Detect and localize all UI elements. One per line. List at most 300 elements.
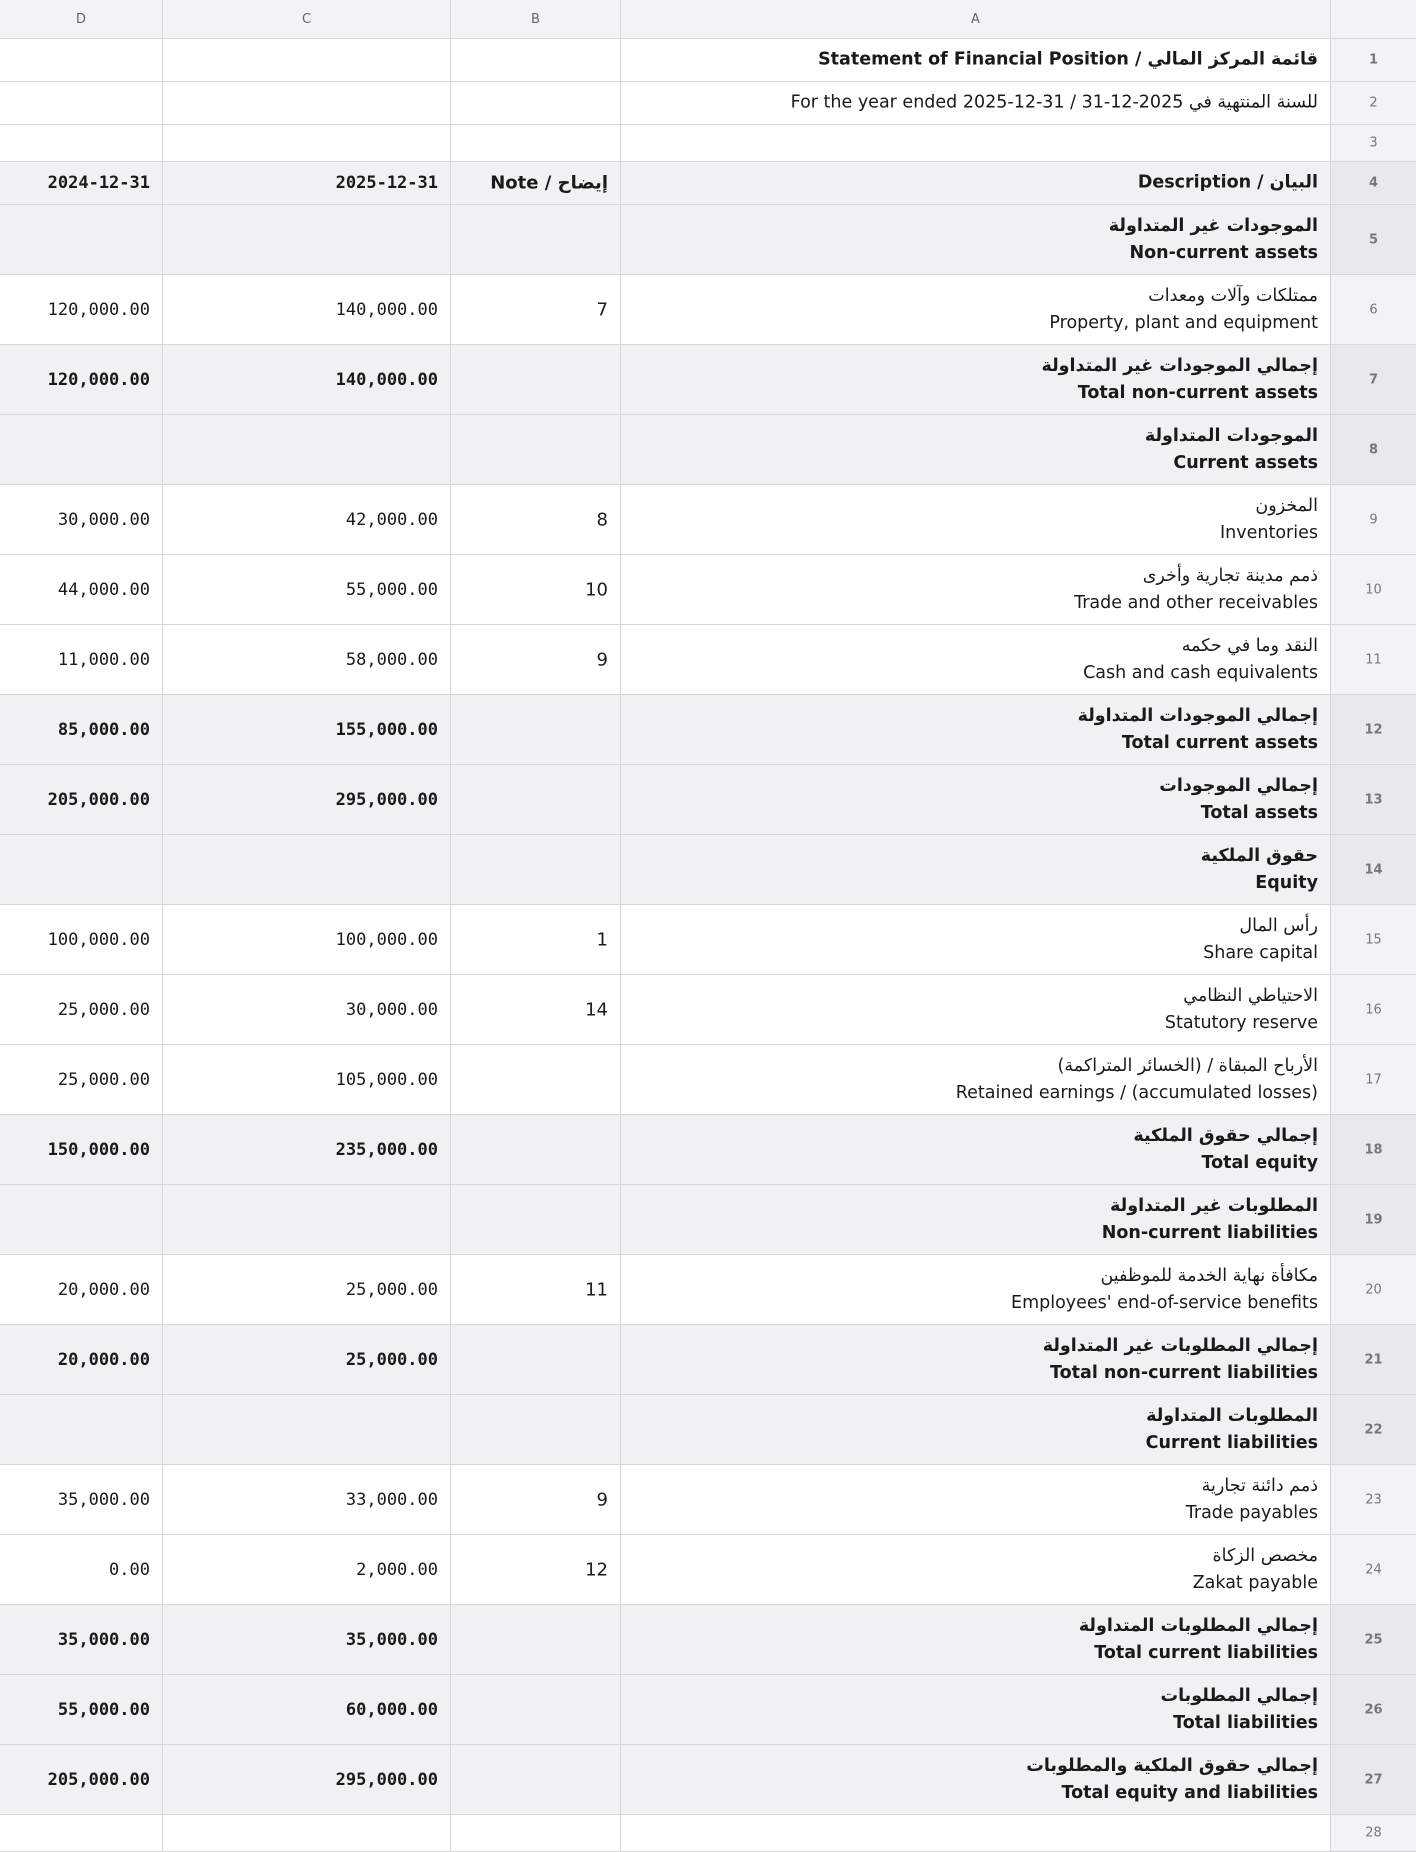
row-number-label: 4 bbox=[1368, 175, 1379, 191]
label-english: Total non-current assets bbox=[1077, 382, 1318, 403]
sheet-row bbox=[0, 1325, 1416, 1395]
sheet-row bbox=[0, 39, 1416, 82]
label-arabic: الاحتياطي النظامي bbox=[1183, 985, 1318, 1006]
sheet-row bbox=[0, 162, 1416, 205]
sheet-row bbox=[0, 1045, 1416, 1115]
label-arabic: المخزون bbox=[1255, 495, 1318, 516]
row-number[interactable] bbox=[1331, 765, 1416, 834]
value-prior: 20,000.00 bbox=[57, 1279, 150, 1300]
value-current: 33,000.00 bbox=[345, 1489, 438, 1510]
label-english: Total current liabilities bbox=[1094, 1642, 1318, 1663]
sheet-row bbox=[0, 82, 1416, 125]
row-number[interactable] bbox=[1331, 1045, 1416, 1114]
value-prior: 205,000.00 bbox=[47, 789, 150, 810]
sheet-row bbox=[0, 625, 1416, 695]
cell-a[interactable] bbox=[621, 1185, 1331, 1254]
cell-c[interactable] bbox=[163, 82, 451, 124]
label-arabic: إجمالي الموجودات المتداولة bbox=[1077, 705, 1318, 726]
sheet-row bbox=[0, 1745, 1416, 1815]
row-number[interactable] bbox=[1331, 485, 1416, 554]
label-english: Total equity bbox=[1201, 1152, 1318, 1173]
cell-b[interactable] bbox=[451, 415, 621, 484]
row-number-label: 14 bbox=[1364, 862, 1383, 877]
sheet-row bbox=[0, 1815, 1416, 1852]
line-item-label bbox=[1049, 283, 1318, 337]
row-number[interactable] bbox=[1331, 275, 1416, 344]
cell-d[interactable] bbox=[0, 625, 163, 694]
line-item-label bbox=[1165, 983, 1318, 1037]
cell-d[interactable] bbox=[0, 1535, 163, 1604]
cell-c[interactable] bbox=[163, 1535, 451, 1604]
value-current: 42,000.00 bbox=[345, 509, 438, 530]
cell-c[interactable] bbox=[163, 1115, 451, 1184]
row-number-label: 11 bbox=[1365, 652, 1382, 667]
cell-b[interactable] bbox=[451, 1045, 621, 1114]
cell-a[interactable] bbox=[621, 625, 1331, 694]
line-item-label bbox=[1074, 563, 1318, 617]
value-current: 295,000.00 bbox=[335, 789, 438, 810]
cell-b[interactable] bbox=[451, 1465, 621, 1534]
cell-b[interactable] bbox=[451, 345, 621, 414]
value-prior: 100,000.00 bbox=[47, 929, 150, 950]
line-item-label bbox=[956, 1053, 1318, 1107]
cell-a[interactable] bbox=[621, 82, 1331, 124]
cell-d[interactable] bbox=[0, 125, 163, 161]
cell-b[interactable] bbox=[451, 975, 621, 1044]
row-number-label: 12 bbox=[1364, 722, 1383, 737]
label-english: Property, plant and equipment bbox=[1049, 312, 1318, 333]
label-english: Total current assets bbox=[1121, 732, 1318, 753]
row-number[interactable] bbox=[1331, 415, 1416, 484]
sheet-row bbox=[0, 555, 1416, 625]
cell-d[interactable] bbox=[0, 1325, 163, 1394]
row-number[interactable] bbox=[1331, 835, 1416, 904]
cell-c[interactable] bbox=[163, 835, 451, 904]
cell-b[interactable] bbox=[451, 835, 621, 904]
label-arabic: إجمالي المطلوبات bbox=[1160, 1685, 1318, 1706]
column-header-d[interactable]: D bbox=[0, 0, 163, 38]
row-number[interactable] bbox=[1331, 625, 1416, 694]
note-ref: 1 bbox=[596, 929, 608, 950]
cell-b[interactable] bbox=[451, 1115, 621, 1184]
label-arabic: إجمالي حقوق الملكية والمطلوبات bbox=[1026, 1755, 1318, 1776]
cell-d[interactable] bbox=[0, 1395, 163, 1464]
sheet-row bbox=[0, 835, 1416, 905]
cell-d[interactable] bbox=[0, 39, 163, 81]
row-number-label: 3 bbox=[1369, 135, 1378, 151]
section-heading bbox=[1109, 213, 1318, 267]
sheet-row bbox=[0, 1255, 1416, 1325]
cell-b[interactable] bbox=[451, 765, 621, 834]
cell-a[interactable] bbox=[621, 1535, 1331, 1604]
row-number[interactable] bbox=[1331, 1675, 1416, 1744]
value-current: 105,000.00 bbox=[335, 1069, 438, 1090]
label-arabic: إجمالي الموجودات bbox=[1159, 775, 1318, 796]
label-arabic: الموجودات المتداولة bbox=[1144, 425, 1318, 446]
cell-c[interactable] bbox=[163, 39, 451, 81]
label-arabic: مخصص الزكاة bbox=[1212, 1545, 1318, 1566]
value-current: 140,000.00 bbox=[335, 369, 438, 390]
cell-d[interactable] bbox=[0, 1605, 163, 1674]
row-number[interactable] bbox=[1331, 1815, 1416, 1851]
label-english: Non-current assets bbox=[1129, 242, 1318, 263]
value-prior: 35,000.00 bbox=[57, 1489, 150, 1510]
total-label bbox=[1133, 1123, 1318, 1177]
sheet-row bbox=[0, 1185, 1416, 1255]
row-number-label: 5 bbox=[1368, 232, 1379, 247]
row-number[interactable] bbox=[1331, 39, 1416, 81]
cell-d[interactable] bbox=[0, 205, 163, 274]
cell-c[interactable] bbox=[163, 1395, 451, 1464]
row-number-label: 2 bbox=[1369, 95, 1378, 111]
value-current: 30,000.00 bbox=[345, 999, 438, 1020]
value-current: 25,000.00 bbox=[345, 1349, 438, 1370]
row-number[interactable] bbox=[1331, 1115, 1416, 1184]
value-current: 235,000.00 bbox=[335, 1139, 438, 1160]
cell-c[interactable] bbox=[163, 625, 451, 694]
row-number-label: 24 bbox=[1365, 1562, 1382, 1577]
sheet-row bbox=[0, 205, 1416, 275]
cell-b[interactable] bbox=[451, 1255, 621, 1324]
cell-d[interactable] bbox=[0, 1255, 163, 1324]
header-note: إيضاح / Note bbox=[490, 172, 608, 194]
cell-c[interactable] bbox=[163, 275, 451, 344]
cell-d[interactable] bbox=[0, 1745, 163, 1814]
value-prior: 55,000.00 bbox=[57, 1699, 150, 1720]
cell-d[interactable] bbox=[0, 1675, 163, 1744]
cell-c[interactable] bbox=[163, 415, 451, 484]
cell-a[interactable] bbox=[621, 162, 1331, 204]
value-prior: 25,000.00 bbox=[57, 1069, 150, 1090]
value-prior: 35,000.00 bbox=[57, 1629, 150, 1650]
row-number[interactable] bbox=[1331, 1535, 1416, 1604]
cell-b[interactable] bbox=[451, 1605, 621, 1674]
row-number[interactable] bbox=[1331, 162, 1416, 204]
note-ref: 10 bbox=[585, 579, 608, 600]
cell-b[interactable] bbox=[451, 1325, 621, 1394]
cell-d[interactable] bbox=[0, 415, 163, 484]
label-arabic: إجمالي حقوق الملكية bbox=[1133, 1125, 1318, 1146]
value-current: 295,000.00 bbox=[335, 1769, 438, 1790]
value-current: 58,000.00 bbox=[345, 649, 438, 670]
row-number[interactable] bbox=[1331, 1255, 1416, 1324]
cell-d[interactable] bbox=[0, 975, 163, 1044]
value-prior: 85,000.00 bbox=[57, 719, 150, 740]
cell-a[interactable] bbox=[621, 905, 1331, 974]
label-english: Total liabilities bbox=[1173, 1712, 1318, 1733]
cell-d[interactable] bbox=[0, 82, 163, 124]
cell-c[interactable] bbox=[163, 205, 451, 274]
row-number[interactable] bbox=[1331, 125, 1416, 161]
label-arabic: النقد وما في حكمه bbox=[1181, 635, 1318, 656]
cell-d[interactable] bbox=[0, 695, 163, 764]
cell-c[interactable] bbox=[163, 1815, 451, 1851]
row-number[interactable] bbox=[1331, 1465, 1416, 1534]
cell-b[interactable] bbox=[451, 205, 621, 274]
cell-a[interactable] bbox=[621, 125, 1331, 161]
cell-c[interactable] bbox=[163, 695, 451, 764]
row-number-label: 27 bbox=[1364, 1772, 1383, 1787]
label-english: Employees' end-of-service benefits bbox=[1011, 1292, 1318, 1313]
cell-a[interactable] bbox=[621, 205, 1331, 274]
sheet-row bbox=[0, 415, 1416, 485]
row-number-label: 8 bbox=[1368, 442, 1379, 457]
statement-title: قائمة المركز المالي / Statement of Financial Position bbox=[818, 49, 1318, 70]
cell-a[interactable] bbox=[621, 1045, 1331, 1114]
cell-b[interactable] bbox=[451, 1185, 621, 1254]
cell-a[interactable] bbox=[621, 415, 1331, 484]
column-header-b[interactable]: B bbox=[451, 0, 621, 38]
row-number-label: 16 bbox=[1365, 1002, 1382, 1017]
sheet-row bbox=[0, 765, 1416, 835]
cell-b[interactable] bbox=[451, 1395, 621, 1464]
label-english: Equity bbox=[1255, 872, 1318, 893]
sheet-row bbox=[0, 125, 1416, 162]
sheet-row bbox=[0, 695, 1416, 765]
line-item-label bbox=[1203, 913, 1318, 967]
value-current: 155,000.00 bbox=[335, 719, 438, 740]
cell-d[interactable] bbox=[0, 485, 163, 554]
note-ref: 7 bbox=[596, 299, 608, 320]
cell-d[interactable] bbox=[0, 555, 163, 624]
sheet-row bbox=[0, 1605, 1416, 1675]
line-item-label bbox=[1193, 1543, 1318, 1597]
sheet-row bbox=[0, 1535, 1416, 1605]
value-current: 35,000.00 bbox=[345, 1629, 438, 1650]
label-english: Statutory reserve bbox=[1164, 1012, 1318, 1033]
value-prior: 30,000.00 bbox=[57, 509, 150, 530]
value-prior: 44,000.00 bbox=[57, 579, 150, 600]
label-english: Cash and cash equivalents bbox=[1083, 662, 1318, 683]
cell-c[interactable] bbox=[163, 125, 451, 161]
cell-b[interactable] bbox=[451, 1815, 621, 1851]
value-prior: 25,000.00 bbox=[57, 999, 150, 1020]
label-english: Trade and other receivables bbox=[1074, 592, 1318, 613]
cell-a[interactable] bbox=[621, 1255, 1331, 1324]
cell-c[interactable] bbox=[163, 905, 451, 974]
row-number-label: 21 bbox=[1364, 1352, 1383, 1367]
note-ref: 11 bbox=[585, 1279, 608, 1300]
row-number[interactable] bbox=[1331, 555, 1416, 624]
cell-b[interactable] bbox=[451, 162, 621, 204]
cell-a[interactable] bbox=[621, 1395, 1331, 1464]
row-number[interactable] bbox=[1331, 1185, 1416, 1254]
cell-c[interactable] bbox=[163, 1745, 451, 1814]
cell-d[interactable] bbox=[0, 765, 163, 834]
label-english: Total non-current liabilities bbox=[1050, 1362, 1318, 1383]
line-item-label bbox=[1186, 1473, 1318, 1527]
cell-d[interactable] bbox=[0, 1115, 163, 1184]
cell-a[interactable] bbox=[621, 345, 1331, 414]
cell-a[interactable] bbox=[621, 1675, 1331, 1744]
sheet-row bbox=[0, 275, 1416, 345]
value-current: 140,000.00 bbox=[335, 299, 438, 320]
cell-d[interactable] bbox=[0, 1465, 163, 1534]
cell-d[interactable] bbox=[0, 1185, 163, 1254]
cell-d[interactable] bbox=[0, 162, 163, 204]
cell-a[interactable] bbox=[621, 835, 1331, 904]
total-label bbox=[1043, 1333, 1318, 1387]
label-english: Total equity and liabilities bbox=[1061, 1782, 1318, 1803]
cell-c[interactable] bbox=[163, 1465, 451, 1534]
value-prior: 150,000.00 bbox=[47, 1139, 150, 1160]
cell-c[interactable] bbox=[163, 1255, 451, 1324]
line-item-label bbox=[1083, 633, 1318, 687]
label-english: Trade payables bbox=[1185, 1502, 1318, 1523]
cell-d[interactable] bbox=[0, 345, 163, 414]
cell-a[interactable] bbox=[621, 1605, 1331, 1674]
cell-a[interactable] bbox=[621, 485, 1331, 554]
row-number[interactable] bbox=[1331, 1745, 1416, 1814]
row-number[interactable] bbox=[1331, 1605, 1416, 1674]
cell-c[interactable] bbox=[163, 765, 451, 834]
column-header-row bbox=[0, 0, 1416, 39]
label-english: Current assets bbox=[1173, 452, 1318, 473]
cell-c[interactable] bbox=[163, 1675, 451, 1744]
section-heading bbox=[1102, 1193, 1318, 1247]
label-english: Current liabilities bbox=[1145, 1432, 1318, 1453]
row-number-label: 1 bbox=[1368, 52, 1379, 68]
row-number[interactable] bbox=[1331, 1395, 1416, 1464]
cell-d[interactable] bbox=[0, 275, 163, 344]
cell-b[interactable] bbox=[451, 625, 621, 694]
header-year-prior: 2024-12-31 bbox=[47, 173, 150, 193]
cell-b[interactable] bbox=[451, 39, 621, 81]
sheet-row bbox=[0, 1675, 1416, 1745]
note-ref: 9 bbox=[596, 1489, 608, 1510]
cell-c[interactable] bbox=[163, 555, 451, 624]
label-arabic: حقوق الملكية bbox=[1200, 845, 1318, 866]
row-number[interactable] bbox=[1331, 82, 1416, 124]
cell-b[interactable] bbox=[451, 695, 621, 764]
row-number-label: 10 bbox=[1365, 582, 1382, 597]
note-ref: 8 bbox=[596, 509, 608, 530]
row-number-label: 18 bbox=[1364, 1142, 1383, 1157]
total-label bbox=[1042, 353, 1319, 407]
column-header-c[interactable]: C bbox=[163, 0, 451, 38]
row-number[interactable] bbox=[1331, 905, 1416, 974]
sheet-row bbox=[0, 485, 1416, 555]
cell-b[interactable] bbox=[451, 555, 621, 624]
cell-a[interactable] bbox=[621, 1325, 1331, 1394]
value-prior: 120,000.00 bbox=[47, 369, 150, 390]
row-number[interactable] bbox=[1331, 1325, 1416, 1394]
label-arabic: إجمالي الموجودات غير المتداولة bbox=[1041, 355, 1318, 376]
total-label bbox=[1026, 1753, 1318, 1807]
line-item-label bbox=[1220, 493, 1318, 547]
cell-a[interactable] bbox=[621, 695, 1331, 764]
cell-b[interactable] bbox=[451, 1535, 621, 1604]
cell-c[interactable] bbox=[163, 1325, 451, 1394]
cell-c[interactable] bbox=[163, 1185, 451, 1254]
cell-b[interactable] bbox=[451, 125, 621, 161]
section-heading bbox=[1201, 843, 1318, 897]
cell-c[interactable] bbox=[163, 975, 451, 1044]
cell-c[interactable] bbox=[163, 485, 451, 554]
label-english: Inventories bbox=[1220, 522, 1318, 543]
cell-b[interactable] bbox=[451, 905, 621, 974]
row-number-label: 17 bbox=[1365, 1072, 1382, 1087]
value-current: 55,000.00 bbox=[345, 579, 438, 600]
sheet-row bbox=[0, 1395, 1416, 1465]
value-current: 60,000.00 bbox=[345, 1699, 438, 1720]
column-header-a[interactable]: A bbox=[621, 0, 1331, 38]
row-number[interactable] bbox=[1331, 345, 1416, 414]
row-number-label: 28 bbox=[1365, 1825, 1382, 1841]
total-label bbox=[1159, 773, 1318, 827]
sheet-row bbox=[0, 905, 1416, 975]
label-arabic: المطلوبات المتداولة bbox=[1146, 1405, 1318, 1426]
cell-d[interactable] bbox=[0, 1815, 163, 1851]
sheet-row bbox=[0, 975, 1416, 1045]
value-prior: 205,000.00 bbox=[47, 1769, 150, 1790]
cell-a[interactable] bbox=[621, 1115, 1331, 1184]
row-number-label: 19 bbox=[1364, 1212, 1383, 1227]
label-arabic: الموجودات غير المتداولة bbox=[1108, 215, 1318, 236]
note-ref: 9 bbox=[596, 649, 608, 670]
section-heading bbox=[1146, 1403, 1318, 1457]
value-prior: 120,000.00 bbox=[47, 299, 150, 320]
cell-d[interactable] bbox=[0, 905, 163, 974]
cell-a[interactable] bbox=[621, 1465, 1331, 1534]
total-label bbox=[1079, 1613, 1318, 1667]
label-english: Zakat payable bbox=[1192, 1572, 1318, 1593]
note-ref: 14 bbox=[585, 999, 608, 1020]
label-arabic: رأس المال bbox=[1239, 915, 1318, 936]
cell-a[interactable] bbox=[621, 1745, 1331, 1814]
sheet-row bbox=[0, 345, 1416, 415]
value-prior: 11,000.00 bbox=[57, 649, 150, 670]
cell-b[interactable] bbox=[451, 275, 621, 344]
cell-a[interactable] bbox=[621, 555, 1331, 624]
cell-c[interactable] bbox=[163, 1605, 451, 1674]
label-english: Total assets bbox=[1200, 802, 1318, 823]
cell-b[interactable] bbox=[451, 1675, 621, 1744]
cell-b[interactable] bbox=[451, 485, 621, 554]
sheet-row bbox=[0, 1115, 1416, 1185]
cell-d[interactable] bbox=[0, 1045, 163, 1114]
cell-a[interactable] bbox=[621, 765, 1331, 834]
cell-d[interactable] bbox=[0, 835, 163, 904]
cell-c[interactable] bbox=[163, 345, 451, 414]
label-arabic: ذمم مدينة تجارية وأخرى bbox=[1142, 565, 1318, 586]
total-label bbox=[1078, 703, 1318, 757]
cell-a[interactable] bbox=[621, 975, 1331, 1044]
label-arabic: الأرباح المبقاة / (الخسائر المتراكمة) bbox=[1057, 1055, 1318, 1076]
label-arabic: المطلوبات غير المتداولة bbox=[1110, 1195, 1318, 1216]
cell-c[interactable] bbox=[163, 1045, 451, 1114]
cell-b[interactable] bbox=[451, 82, 621, 124]
row-number-label: 6 bbox=[1369, 302, 1378, 317]
row-number[interactable] bbox=[1331, 205, 1416, 274]
cell-c[interactable] bbox=[163, 162, 451, 204]
label-english: Retained earnings / (accumulated losses) bbox=[955, 1082, 1318, 1103]
value-current: 2,000.00 bbox=[356, 1559, 438, 1580]
row-number[interactable] bbox=[1331, 695, 1416, 764]
row-number-label: 22 bbox=[1364, 1422, 1383, 1437]
cell-a[interactable] bbox=[621, 39, 1331, 81]
value-prior: 0.00 bbox=[109, 1559, 150, 1580]
row-number[interactable] bbox=[1331, 975, 1416, 1044]
cell-a[interactable] bbox=[621, 1815, 1331, 1851]
header-year-current: 2025-12-31 bbox=[335, 173, 438, 193]
label-arabic: إجمالي المطلوبات المتداولة bbox=[1078, 1615, 1318, 1636]
cell-a[interactable] bbox=[621, 275, 1331, 344]
row-number-label: 25 bbox=[1364, 1632, 1383, 1647]
row-number-label: 9 bbox=[1369, 512, 1378, 527]
corner-cell bbox=[1331, 0, 1416, 38]
cell-b[interactable] bbox=[451, 1745, 621, 1814]
